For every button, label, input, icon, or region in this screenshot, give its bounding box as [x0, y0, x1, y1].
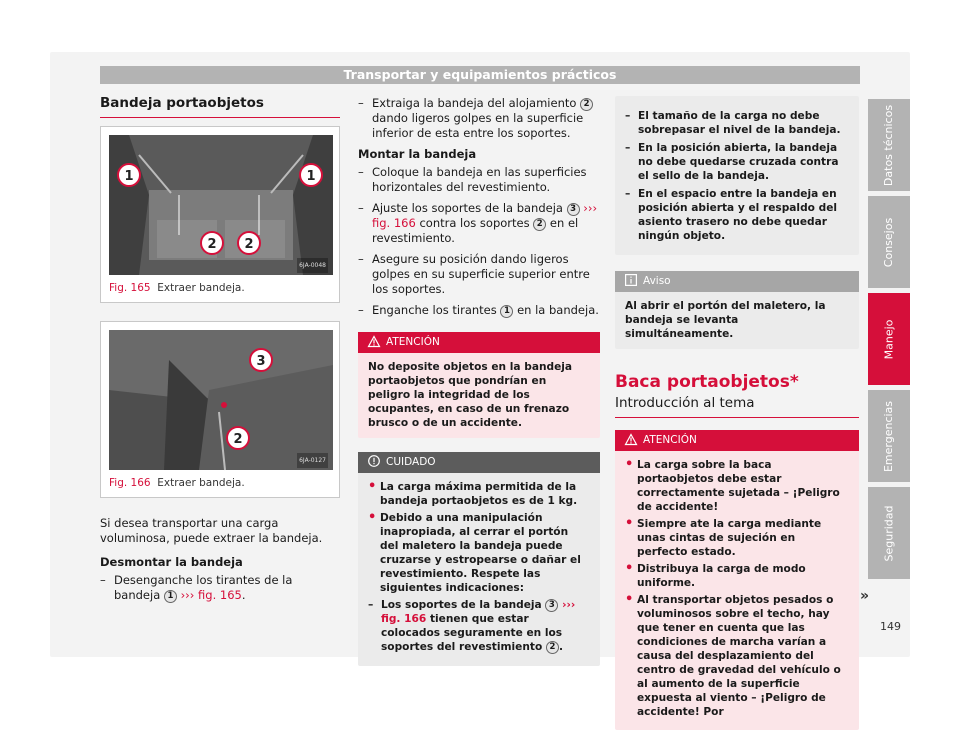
tab-label: Emergencias — [882, 400, 896, 472]
caution-subitem: – El tamaño de la carga no debe sobrepasar el nivel de la bandeja. — [625, 109, 849, 137]
chapter-header: Transportar y equipamientos prácticos — [100, 66, 860, 84]
trunk-illustration — [109, 135, 333, 275]
column-1 — [100, 96, 340, 609]
callout-2-left-label: 2 — [207, 237, 217, 252]
warning-box-roof — [615, 430, 859, 730]
figure-number: Fig. 165 — [109, 282, 151, 294]
trunk-shelf-image — [109, 135, 331, 275]
step-asegure: – Asegure su posición dando ligeros golpes en su superficie superior entre los soportes. — [358, 252, 600, 297]
caption-text: Extraer bandeja. — [157, 477, 245, 489]
ref-badge: 2 — [546, 641, 559, 654]
caution-box — [358, 452, 600, 666]
step-enganche — [358, 303, 600, 318]
subitem-text-cont: tienen que estar colocados seguramente en los soportes del revestimiento — [381, 613, 563, 653]
continue-arrow-icon: » — [860, 588, 870, 604]
support-dot — [221, 402, 227, 408]
callout-1-left-label: 1 — [124, 169, 134, 184]
figure-caption — [109, 281, 331, 296]
note-box — [615, 271, 859, 349]
step-coloque: – Coloque la bandeja en las superficies horizontales del revestimiento. — [358, 165, 600, 195]
image-code: 6JA-0127 — [297, 453, 328, 468]
warning-bullet: • Al transportar objetos pesados o voluminosos sobre el techo, hay que tener en cuenta que las condiciones de marcha varían a causa del desplazamiento del centro de gravedad del vehículo o al aumento de la superficie expuesta al viento – ¡Peligro de accidente! Por — [625, 593, 849, 719]
subitem-text: Los soportes de la bandeja — [381, 599, 542, 611]
step-text: Extraiga la bandeja del alojamiento — [372, 96, 577, 110]
caution-body-continued — [615, 102, 859, 255]
column-2 — [358, 96, 600, 680]
callout-2-right-label: 2 — [244, 237, 254, 252]
tab-label: Consejos — [882, 217, 896, 267]
figure-number: Fig. 166 — [109, 477, 151, 489]
caution-bullet: • Debido a una manipulación inapropiada, al cerrar el portón del maletero la bandeja puede cruzarse y estropearse o dañar el revestimiento. Respete las siguientes indicaciones: — [368, 511, 590, 595]
step-extraiga — [358, 96, 600, 141]
note-header — [615, 271, 859, 292]
caution-subitem: – En la posición abierta, la bandeja no debe quedarse cruzada contra el sello de la bandeja. — [625, 141, 849, 183]
step-text: Enganche los tirantes — [372, 303, 497, 317]
warning-bullet: • Siempre ate la carga mediante unas cintas de sujeción en perfecto estado. — [625, 517, 849, 559]
subheading-montar: Montar la bandeja — [358, 147, 477, 161]
step-text-cont: dando ligeros golpes en la superficie inferior de esta entre los soportes. — [372, 111, 584, 140]
tab-emergencias[interactable] — [868, 390, 910, 482]
step-text-end: . — [241, 588, 246, 602]
subitem-text-end: . — [558, 641, 563, 653]
figure-165 — [100, 126, 340, 303]
warning-header — [615, 430, 859, 451]
tab-manejo[interactable] — [868, 293, 910, 385]
note-label: Aviso — [643, 275, 671, 287]
section-heading: Baca portaobjetos* — [615, 372, 799, 392]
ref-badge: 3 — [567, 203, 580, 216]
warning-header — [358, 332, 600, 353]
caution-box-continued — [615, 96, 859, 255]
tab-seguridad[interactable] — [868, 487, 910, 579]
figure-link[interactable]: ››› fig. 166 — [372, 201, 598, 230]
caution-bullet: • La carga máxima permitida de la bandeja portaobjetos es de 1 kg. — [368, 480, 590, 508]
step-desenganche — [100, 573, 340, 603]
note-text: Al abrir el portón del maletero, la bandeja se levanta simultáneamente. — [625, 300, 826, 340]
caution-header — [358, 452, 600, 473]
tab-datos-tecnicos[interactable] — [868, 99, 910, 191]
step-ajuste — [358, 201, 600, 246]
subsection-heading: Introducción al tema — [615, 396, 859, 418]
step-text: Ajuste los soportes de la bandeja — [372, 201, 563, 215]
ref-badge: 1 — [500, 305, 513, 318]
step-text-end: en la bandeja. — [517, 303, 599, 317]
figure-link[interactable]: ››› fig. 165 — [180, 588, 242, 602]
callout-1-right-label: 1 — [306, 169, 316, 184]
figure-166 — [100, 321, 340, 498]
step-text-cont: contra los soportes — [419, 216, 530, 230]
caption-text: Extraer bandeja. — [157, 282, 245, 294]
warning-bullet: • Distribuya la carga de modo uniforme. — [625, 562, 849, 590]
step-text-end: en el revestimiento. — [372, 216, 579, 245]
subheading-desmontar: Desmontar la bandeja — [100, 555, 243, 569]
caution-subitem — [368, 598, 590, 654]
ref-badge: 2 — [580, 98, 593, 111]
ref-badge: 2 — [533, 218, 546, 231]
intro-paragraph: Si desea transportar una carga voluminosa, puede extraer la bandeja. — [100, 516, 323, 545]
chapter-tabs — [868, 99, 910, 584]
info-icon — [625, 274, 637, 286]
ref-badge: 3 — [545, 599, 558, 612]
figure-caption — [109, 476, 331, 491]
tab-label: Manejo — [882, 319, 896, 359]
tab-consejos[interactable] — [868, 196, 910, 288]
support-illustration — [109, 330, 333, 470]
caution-label: CUIDADO — [386, 456, 436, 468]
callout-3-label: 3 — [256, 354, 266, 369]
warning-box — [358, 332, 600, 438]
warning-text: No deposite objetos en la bandeja portaobjetos que pondrían en peligro la integridad de los ocupantes, en caso de un frenazo brusco o de un accidente. — [368, 361, 573, 429]
warning-label: ATENCIÓN — [386, 336, 440, 348]
warning-label: ATENCIÓN — [643, 434, 697, 446]
caution-body — [358, 473, 600, 666]
caution-subitem: – En el espacio entre la bandeja en posición abierta y el respaldo del asiento trasero no debe quedar ningún objeto. — [625, 187, 849, 243]
ref-badge: 1 — [164, 590, 177, 603]
image-code: 6JA-0048 — [297, 258, 328, 273]
warning-triangle-icon — [368, 336, 380, 347]
tab-label: Seguridad — [882, 505, 896, 561]
page-number: 149 — [880, 620, 901, 633]
callout-2-label: 2 — [233, 432, 243, 447]
warning-body — [615, 451, 859, 730]
caution-circle-icon — [368, 455, 380, 467]
section-title: Bandeja portaobjetos — [100, 96, 340, 118]
tab-label: Datos técnicos — [882, 104, 896, 186]
warning-triangle-icon — [625, 434, 637, 445]
shelf-support-image — [109, 330, 331, 470]
step-text: Desenganche los tirantes de la bandeja — [114, 573, 293, 602]
column-3 — [615, 96, 859, 744]
warning-bullet: • La carga sobre la baca portaobjetos debe estar correctamente sujetada – ¡Peligro de accidente! — [625, 458, 849, 514]
figure-link[interactable]: ››› fig. 166 — [381, 599, 576, 625]
